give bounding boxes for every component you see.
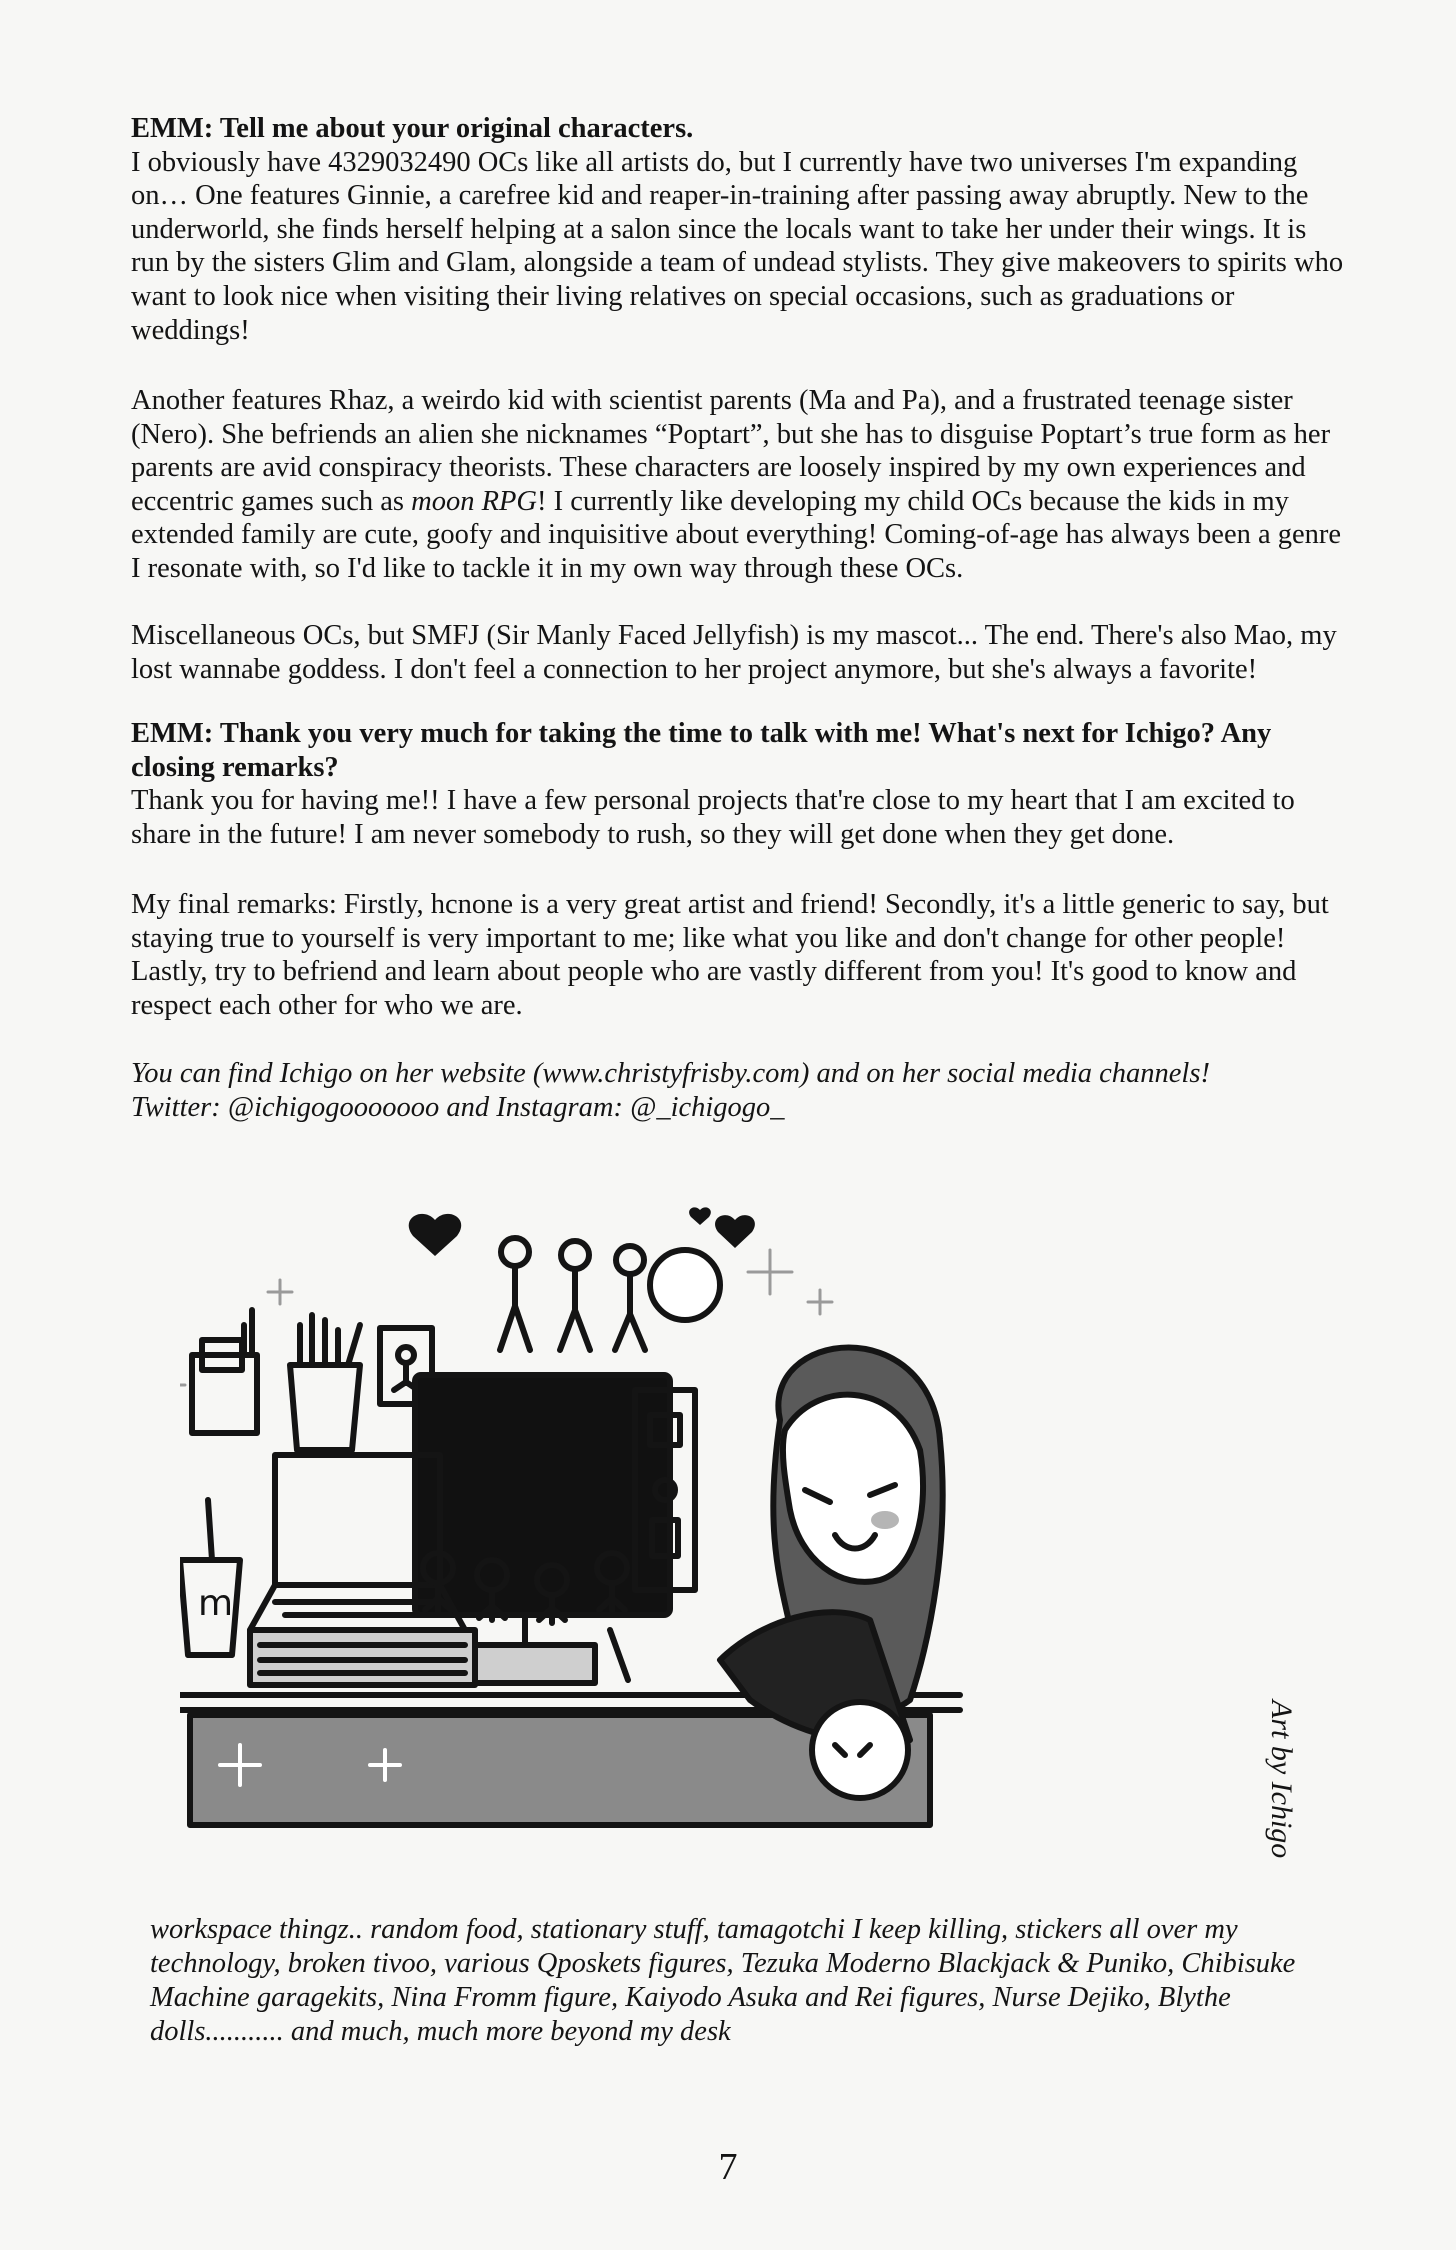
answer-1-paragraph-2 (131, 384, 1346, 586)
answer-2-paragraph-2 (131, 888, 1346, 1022)
keyboard-icon (250, 1630, 475, 1685)
heart-icon (409, 1207, 755, 1256)
figures-on-monitor (500, 1238, 720, 1350)
answer-1-p2-text-b: ! I currently like developing my child OCs because the kids in my extended family are cute, goofy and inquisitive about everything! Coming-of-age has always been a genre I resonate with, so I'd like to tackle it in my own way through these OCs. (131, 485, 1342, 584)
pen-cup-icon (290, 1315, 360, 1450)
answer-1-paragraph-1: I obviously have 4329032490 OCs like all artists do, but I currently have two universes I'm expanding on… One features Ginnie, a carefree kid and reaper-in-training after passing away abruptly. New to the underworld, she finds herself helping at a salon since the locals want to take her under their wings. It is run by the sisters Glim and Glam, alongside a team of undead stylists. They give makeovers to spirits who want to look nice when visiting their living relatives on special occasions, such as graduations or weddings! (131, 146, 1344, 346)
pencil-holder-icon (192, 1310, 257, 1433)
question-1-section (131, 112, 1346, 347)
drink-cup-icon (180, 1500, 240, 1655)
drawing-tablet-icon (475, 1630, 628, 1683)
cup-logo: m (198, 1583, 234, 1624)
illustration-caption: workspace thingz.. random food, stationary stuff, tamagotchi I keep killing, stickers all over my technology, broken tivoo, various Qposkets figures, Tezuka Moderno Blackjack & Puniko, Chibisuke Machine garagekits, Nina Fromm figure, Kaiyodo Asuka and Rei figures, Nurse Dejiko, Blythe dolls........... and much, much more beyond my desk (150, 1914, 1296, 2047)
contact-social-line: Twitter: @ichigogooooooo and Instagram: @_ichigogo_ (131, 1091, 785, 1123)
answer-1-paragraph-3 (131, 619, 1346, 686)
question-1: EMM: Tell me about your original characters. (131, 113, 694, 144)
answer-1-p2-text-a: Another features Rhaz, a weirdo kid with scientist parents (Ma and Pa), and a frustrated teenage sister (Nero). She befriends an alien she nicknames “Poptart”, but she has to disguise Poptart’s true form as her parents are avid conspiracy theorists. These characters are loosely inspired by my own experiences and eccentric games such as (131, 385, 1331, 517)
question-2-section (131, 717, 1346, 851)
art-credit: Art by Ichigo (1265, 1700, 1298, 1859)
answer-1-p3-text: Miscellaneous OCs, but SMFJ (Sir Manly Faced Jellyfish) is my mascot... The end. There's also Mao, my lost wannabe goddess. I don't feel a connection to her project anymore, but she's always a favorite! (131, 620, 1337, 685)
game-title: moon RPG (411, 485, 537, 517)
answer-2-paragraph-1: Thank you for having me!! I have a few personal projects that're close to my heart that I am excited to share in the future! I am never somebody to rush, so they will get done when they get done. (131, 785, 1295, 850)
contact-info (131, 1057, 1346, 1124)
answer-2-p2-text: My final remarks: Firstly, hcnone is a very great artist and friend! Secondly, it's a little generic to say, but staying true to yourself is very important to me; like what you like and don't change for other people! Lastly, try to befriend and learn about people who are vastly different from you! It's good to know and respect each other for who we are. (131, 889, 1329, 1021)
contact-website-line: You can find Ichigo on her website (www.christyfrisby.com) and on her social media channels! (131, 1058, 1210, 1089)
workspace-illustration (180, 1190, 1350, 1890)
page-number: 7 (718, 2146, 738, 2188)
question-2: EMM: Thank you very much for taking the time to talk with me! What's next for Ichigo? Any closing remarks? (131, 718, 1272, 783)
